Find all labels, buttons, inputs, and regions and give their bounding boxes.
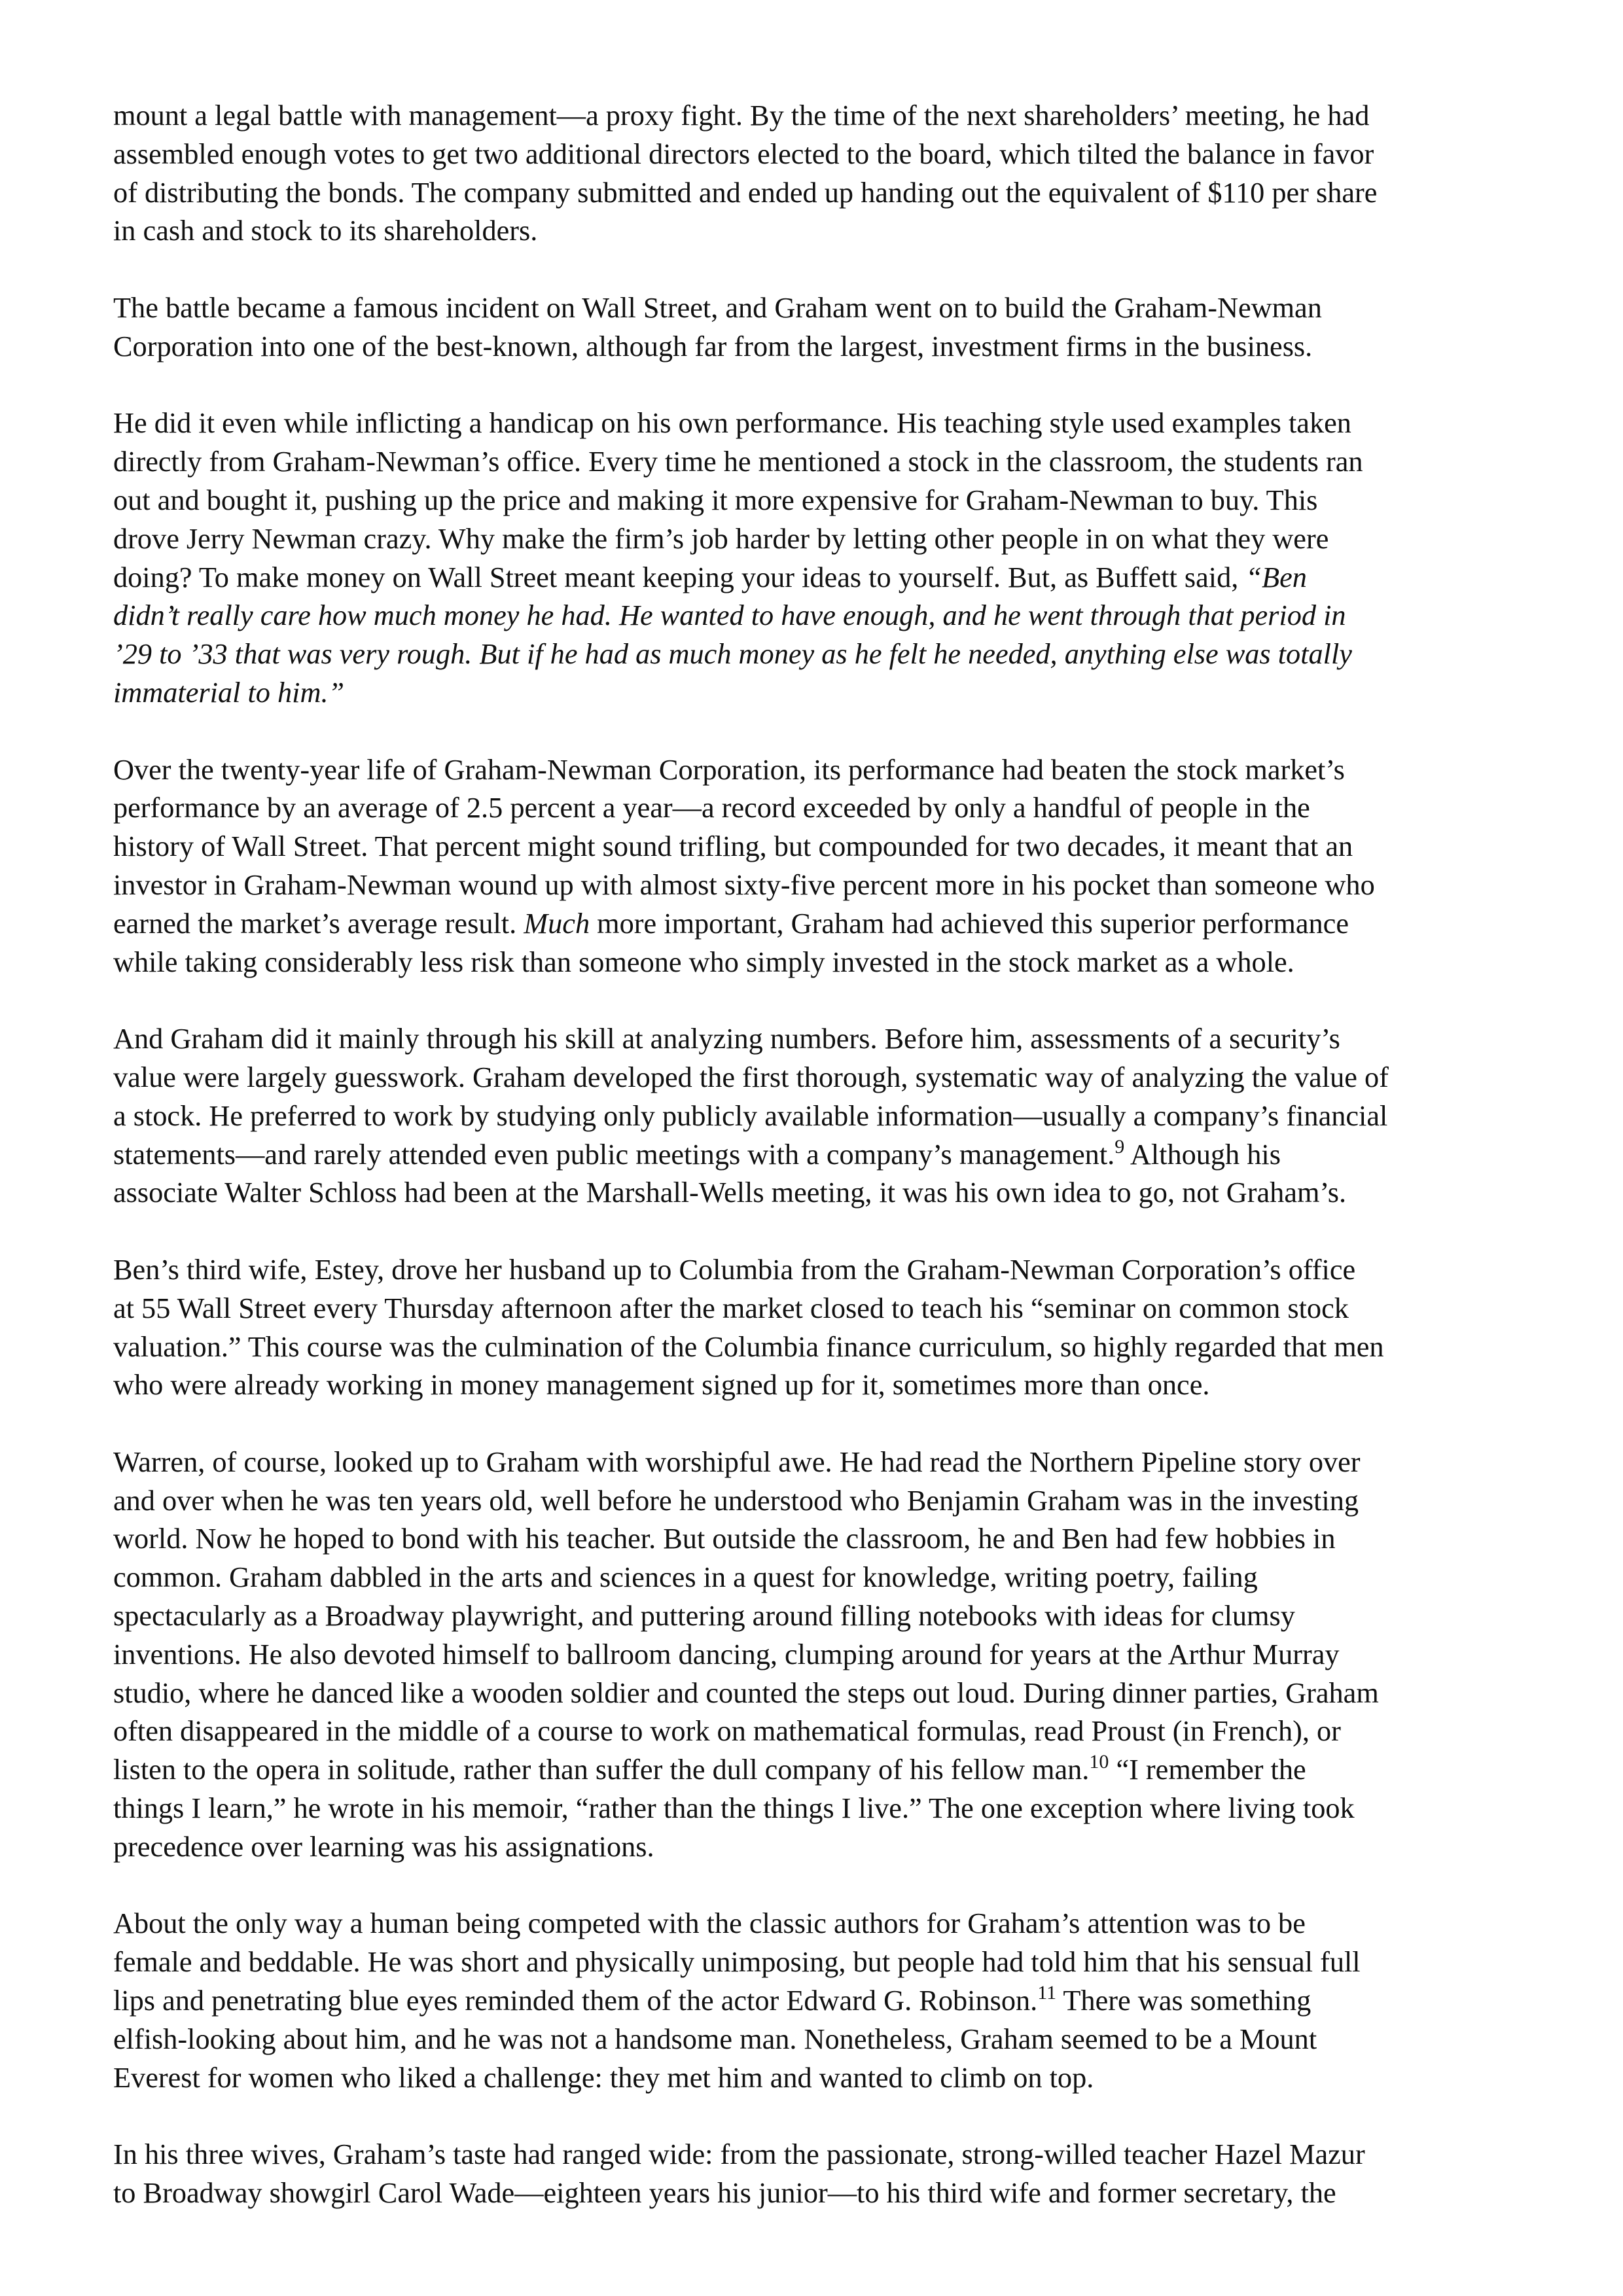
paragraph-estey-seminar [113, 1251, 1520, 1405]
paragraph-attention [113, 1905, 1520, 2097]
paragraph-text: And Graham did it mainly through his skill at analyzing numbers. Before him, assessments of a security’s value were largely guesswork. Graham developed the first thorough, systematic way of analyzing the value of a stock. He preferred to work by studying only publicly available information—usually a company’s financial statements—and rarely attended even public meetings with a company’s management. [113, 1023, 1389, 1171]
paragraph-text: About the only way a human being competed with the classic authors for Graham’s attention was to be female and beddable. He was short and physically unimposing, but people had told him that his sensual full lips and penetrating blue eyes reminded them of the actor Edward G. Robinson. [113, 1907, 1361, 2017]
paragraph-proxy-fight [113, 97, 1520, 251]
paragraph-text: Ben’s third wife, Estey, drove her husband up to Columbia from the Graham-Newman Corporation’s office at 55 Wall Street every Thursday afternoon after the market closed to teach his “seminar on common stock valuation.” This course was the culmination of the Columbia finance curriculum, so highly regarded that men who were already working in money management signed up for it, sometimes more than once. [113, 1253, 1384, 1402]
paragraph-analyzing-numbers [113, 1020, 1520, 1212]
paragraph-three-wives [113, 2136, 1520, 2213]
paragraph-text-continued: There was something elfish-looking about him, and he was not a handsome man. Nonetheless, Graham seemed to be a Mount Everest for women who liked a challenge: they met him and wanted to climb on top. [113, 1985, 1317, 2094]
paragraph-text: Over the twenty-year life of Graham-Newman Corporation, its performance had beaten the stock market’s performance by an average of 2.5 percent a year—a record exceeded by only a handful of people in the history of Wall Street. That percent might sound trifling, but compounded for two decades, it meant that an investor in Graham-Newman wound up with almost sixty-five percent more in his pocket than someone who earned the market’s average result. [113, 753, 1375, 940]
paragraph-text: Warren, of course, looked up to Graham with worshipful awe. He had read the Northern Pipeline story over and over when he was ten years old, well before he understood who Benjamin Graham was in the investing world. Now he hoped to bond with his teacher. But outside the classroom, he and Ben had few hobbies in common. Graham dabbled in the arts and sciences in a quest for knowledge, writing poetry, failing spectacularly as a Broadway playwright, and puttering around filling notebooks with ideas for clumsy inventions. He also devoted himself to ballroom dancing, clumping around for years at the Arthur Murray studio, where he danced like a wooden soldier and counted the steps out loud. During dinner parties, Graham often disappeared in the middle of a course to work on mathematical formulas, read Proust (in French), or listen to the opera in solitude, rather than suffer the dull company of his fellow man. [113, 1445, 1379, 1786]
footnote-marker: 9 [1115, 1135, 1125, 1157]
footnote-marker: 11 [1037, 1982, 1057, 2004]
footnote-marker: 10 [1089, 1751, 1109, 1773]
buffett-quote: “Ben didn’t really care how much money he had. He wanted to have enough, and he went through that period in ’29 to ’33 that was very rough. But if he had as much money as he felt he needed, anything else was totally immaterial to him.” [113, 561, 1352, 709]
paragraph-text-continued: “I remember the things I learn,” he wrote in his memoir, “rather than the things I live.” The one exception where living took precedence over learning was his assignations. [113, 1754, 1355, 1863]
paragraph-text-continued: more important, Graham had achieved this superior performance while taking considerably less risk than someone who simply invested in the stock market as a whole. [113, 907, 1349, 978]
paragraph-text-continued: Although his associate Walter Schloss had been at the Marshall-Wells meeting, it was his own idea to go, not Graham’s. [113, 1138, 1347, 1209]
paragraph-worshipful-awe [113, 1443, 1520, 1867]
paragraph-text: In his three wives, Graham’s taste had ranged wide: from the passionate, strong-willed teacher Hazel Mazur to Broadway showgirl Carol Wade—eighteen years his junior—to his third wife and former secretary, the [113, 2138, 1365, 2210]
paragraph-text: The battle became a famous incident on Wall Street, and Graham went on to build the Graham-Newman Corporation into one of the best-known, although far from the largest, investment firms in the business. [113, 291, 1322, 362]
paragraph-performance [113, 751, 1520, 982]
paragraph-handicap [113, 404, 1520, 712]
paragraph-text: mount a legal battle with management—a proxy fight. By the time of the next shareholders’ meeting, he had assembled enough votes to get two additional directors elected to the board, which tilted the balance in favor of distributing the bonds. The company submitted and ended up handing out the equivalent of $110 per share in cash and stock to its shareholders. [113, 99, 1378, 247]
document-page [113, 97, 1520, 2213]
emphasis-word: Much [524, 907, 590, 940]
paragraph-famous-incident [113, 289, 1520, 366]
paragraph-text: He did it even while inflicting a handicap on his own performance. His teaching style used examples taken directly from Graham-Newman’s office. Every time he mentioned a stock in the classroom, the students ran out and bought it, pushing up the price and making it more expensive for Graham-Newman to buy. This drove Jerry Newman crazy. Why make the firm’s job harder by letting other people in on what they were doing? To make money on Wall Street meant keeping your ideas to yourself. But, as Buffett said, [113, 407, 1363, 593]
